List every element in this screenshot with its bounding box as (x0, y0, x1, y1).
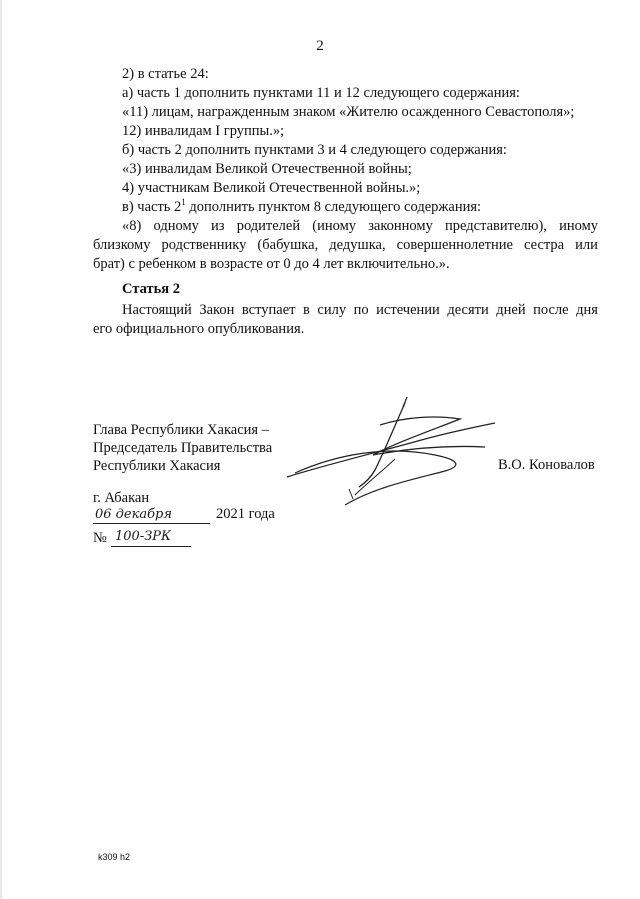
word: «8) (122, 218, 142, 234)
signatory-title-line: Председатель Правительства (93, 440, 273, 456)
text-fragment: дополнить пунктом 8 следующего содержания: (185, 199, 482, 215)
handwritten-number: 100-ЗРК (115, 529, 172, 544)
word: десяти (447, 302, 489, 318)
text-line: 4) участникам Великой Отечественной войны.»; (122, 180, 421, 196)
signatory-title-line: Республики Хакасия (93, 458, 221, 474)
text-line: его официального опубликования. (93, 321, 305, 337)
word: родителей (236, 218, 301, 234)
text-line: брат) с ребенком в возрасте от 0 до 4 лет включительно.». (93, 256, 450, 272)
page-number: 2 (316, 38, 324, 54)
word: в (303, 302, 310, 318)
handwritten-signature (285, 395, 525, 515)
word: совершеннолетние (396, 237, 513, 253)
word: сестра (524, 237, 565, 253)
text-line: а) часть 1 дополнить пунктами 11 и 12 следующего содержания: (122, 85, 520, 101)
word: дня (576, 302, 598, 318)
word: или (575, 237, 598, 253)
date-line (93, 506, 293, 526)
scan-edge (0, 0, 2, 899)
justified-line (122, 218, 598, 235)
word: вступает (241, 302, 296, 318)
number-line (93, 528, 213, 550)
justified-line (93, 237, 598, 254)
superscript: 1 (181, 197, 186, 208)
article-heading: Статья 2 (122, 281, 180, 297)
signatory-title-line: Глава Республики Хакасия – (93, 422, 269, 438)
text-line: 2) в статье 24: (122, 66, 209, 82)
word: после (533, 302, 569, 318)
word: дней (496, 302, 526, 318)
word: близкому (93, 237, 151, 253)
word: родственнику (161, 237, 247, 253)
date-underline (93, 523, 210, 524)
word: представителю), (445, 218, 547, 234)
text-line: б) часть 2 дополнить пунктами 3 и 4 следующего содержания: (122, 142, 507, 158)
city-label: г. Абакан (93, 490, 150, 506)
handwritten-date: 06 декабря (95, 507, 172, 522)
number-prefix: № (93, 530, 107, 546)
text-line: 12) инвалидам I группы.»; (122, 123, 285, 139)
signatory-title (93, 421, 272, 475)
text-line (122, 199, 481, 216)
text-line: «3) инвалидам Великой Отечественной войны; (122, 161, 412, 177)
word: (иному (312, 218, 357, 234)
text-fragment: в) часть 2 (122, 199, 182, 215)
word: законному (368, 218, 433, 234)
word: по (353, 302, 369, 318)
year-text: 2021 года (216, 506, 275, 522)
word: из (211, 218, 225, 234)
word: Настоящий (122, 302, 192, 318)
word: дедушка, (329, 237, 386, 253)
word: истечении (376, 302, 440, 318)
justified-line (122, 302, 598, 319)
word: Закон (199, 302, 235, 318)
signer-name: В.О. Коновалов (498, 457, 595, 473)
number-underline (111, 546, 191, 547)
word: одному (153, 218, 199, 234)
word: силу (317, 302, 347, 318)
footer-code: k309 h2 (98, 852, 131, 862)
word: (бабушка, (257, 237, 319, 253)
word: иному (559, 218, 598, 234)
text-line: «11) лицам, награжденным знаком «Жителю осажденного Севастополя»; (122, 104, 575, 120)
